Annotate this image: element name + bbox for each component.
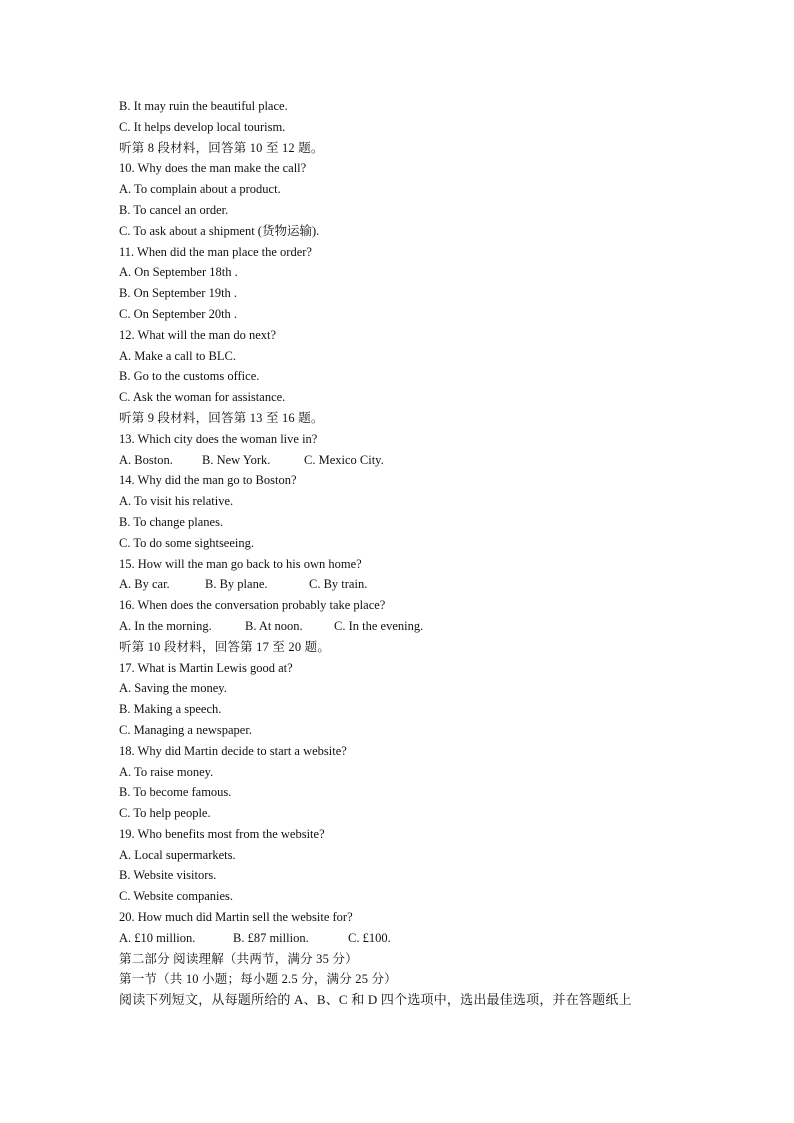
q20-option-b: B. £87 million. [233,930,309,945]
q12-option-c: C. Ask the woman for assistance. [119,390,286,405]
q18-option-a: A. To raise money. [119,764,214,779]
q11-option-c: C. On September 20th . [119,306,238,321]
q20-option-a: A. £10 million. [119,930,196,945]
q14-option-c: C. To do some sightseeing. [119,535,255,550]
q17-option-b: B. Making a speech. [119,702,222,717]
section-instruction-9: 听第 9 段材料，回答第 13 至 16 题。 [119,410,324,425]
q9-option-c: C. It helps develop local tourism. [119,119,286,134]
q15-options [119,574,679,595]
q16-option-a: A. In the morning. [119,618,212,633]
q13-options [119,450,679,471]
q9-option-b: B. It may ruin the beautiful place. [119,99,288,113]
q19-option-c: C. Website companies. [119,889,234,904]
q17-option-c: C. Managing a newspaper. [119,722,252,737]
question-18: 18. Why did Martin decide to start a website? [119,743,347,758]
q19-option-b: B. Website visitors. [119,868,217,883]
q16-options [119,616,679,637]
question-11: 11. When did the man place the order? [119,244,312,259]
question-10: 10. Why does the man make the call? [119,161,307,176]
question-17: 17. What is Martin Lewis good at? [119,660,293,675]
question-20: 20. How much did Martin sell the website for? [119,910,353,925]
q16-option-c: C. In the evening. [334,618,424,633]
q16-option-b: B. At noon. [245,618,303,633]
q20-option-c: C. £100. [348,930,391,945]
question-12: 12. What will the man do next? [119,327,277,342]
exam-page [119,96,679,1011]
q10-option-a: A. To complain about a product. [119,182,281,197]
q14-option-b: B. To change planes. [119,514,224,529]
question-15: 15. How will the man go back to his own home? [119,556,362,571]
question-13: 13. Which city does the woman live in? [119,431,318,446]
q13-option-b: B. New York. [202,452,271,467]
q11-option-b: B. On September 19th . [119,286,238,301]
q20-options [119,928,679,949]
section-one-heading: 第一节（共 10 小题；每小题 2.5 分，满分 25 分） [119,972,397,987]
q19-option-a: A. Local supermarkets. [119,847,236,862]
q15-option-a: A. By car. [119,577,170,592]
reading-instructions: 阅读下列短文，从每题所给的 A、B、C 和 D 四个选项中，选出最佳选项，并在答题纸上 [119,992,632,1008]
q10-option-b: B. To cancel an order. [119,202,229,217]
q14-option-a: A. To visit his relative. [119,494,234,509]
q10-option-c: C. To ask about a shipment (货物运输). [119,223,320,238]
q13-option-a: A. Boston. [119,452,173,467]
q15-option-b: B. By plane. [205,577,268,592]
q13-option-c: C. Mexico City. [304,452,384,467]
q12-option-a: A. Make a call to BLC. [119,348,236,363]
section-instruction-10: 听第 10 段材料，回答第 17 至 20 题。 [119,639,331,654]
q11-option-a: A. On September 18th . [119,265,238,280]
question-16: 16. When does the conversation probably take place? [119,598,386,613]
q15-option-c: C. By train. [309,577,368,592]
section-instruction-8: 听第 8 段材料，回答第 10 至 12 题。 [119,140,324,155]
part-two-heading: 第二部分 阅读理解（共两节，满分 35 分） [119,951,358,966]
question-14: 14. Why did the man go to Boston? [119,473,297,488]
q18-option-b: B. To become famous. [119,785,232,800]
q18-option-c: C. To help people. [119,806,211,821]
q12-option-b: B. Go to the customs office. [119,369,260,384]
question-19: 19. Who benefits most from the website? [119,826,325,841]
q17-option-a: A. Saving the money. [119,681,227,696]
